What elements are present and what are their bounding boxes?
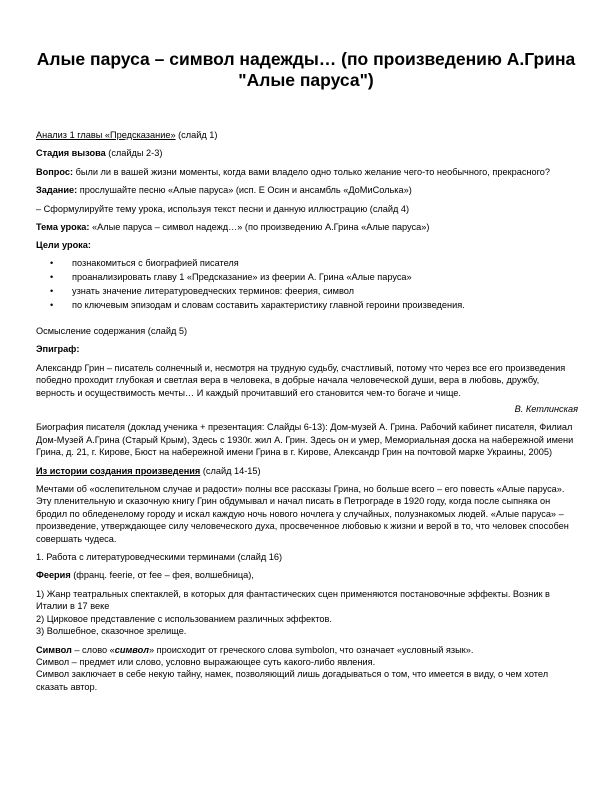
topic-text: «Алые паруса – символ надежд…» (по произведению А.Грина «Алые паруса»): [89, 222, 430, 233]
feeria-definitions: [36, 588, 578, 638]
symbol-line-1: [36, 644, 578, 656]
symbol-block: [36, 644, 578, 694]
epigraph-text: Александр Грин – писатель солнечный и, несмотря на трудную судьбу, счастливый, потому что через все его произведения победно проходит глубокая и светлая вера в человека, в добрые начала человеческой души, вера в любовь, дружбу, верность и осуществимость мечты… И каждый прочитавший его становится чем-то богаче и чище.: [36, 362, 566, 398]
history-slides: (слайд 14-15): [200, 465, 261, 476]
stage-slides: (слайды 2-3): [105, 148, 163, 159]
definition-item: 1) Жанр театральных спектаклей, в которых для фантастических сцен применяются постановочные эффекты. Возник в Италии в 17 веке: [36, 588, 550, 612]
biography-text: Биография писателя (доклад ученика + презентация: Слайды 6-13): Дом-музей А. Грина. Рабочий кабинет писателя, Филиал Дом-Музей А.Грина (Старый Крым), Здесь с 1930г. жил А. Грин. Здесь он и умер, Мемориальная доска на набережной имени Грина, д. 21, г. Кирове, Бюст на набережной имени Грина в г. Кирове, Александр Грин на почтовой марке Украины, 2005): [36, 422, 574, 458]
terms-line: 1. Работа с литературоведческими терминами (слайд 16): [36, 552, 283, 563]
analysis-slide: (слайд 1): [175, 130, 218, 140]
symbol-line-3: Символ заключает в себе некую тайну, намек, позволяющий лишь догадываться о том, что имеется в виду, о чем хотел сказать автор.: [36, 669, 549, 692]
list-item: • проанализировать главу 1 «Предсказание» из феерии А. Грина «Алые паруса»: [36, 271, 578, 283]
symbol-word: символ: [114, 644, 149, 655]
document-body: [36, 129, 578, 693]
history-text: Мечтами об «ослепительном случае и радости» полны все рассказы Грина, но больше всего – его повесть «Алые паруса». Эту пленительную и сказочную книгу Грин обдумывал и начал писать в Петрограде в 1920 году, когда после сыпняка он бродил по обледенелому городу и искал каждую ночь нового ночлега у случайных, полузнакомых людей. «Алые паруса» – произведение, утверждающее силу человеческого духа, просвеченное любовью к жизни и верой в то, что человек способен совершать чудеса.: [36, 484, 569, 544]
list-item: • по ключевым эпизодам и словам составить характеристику главной героини произведения.: [36, 299, 578, 311]
list-item: • узнать значение литературоведческих терминов: феерия, символ: [36, 285, 578, 297]
analysis-link[interactable]: Анализ 1 главы «Предсказание»: [36, 130, 176, 140]
symbol-pre: – слово «: [71, 644, 115, 655]
feeria-label: Феерия: [36, 570, 71, 581]
definition-item: 3) Волшебное, сказочное зрелище.: [36, 626, 187, 637]
epigraph-heading: Эпиграф:: [36, 344, 80, 355]
list-item: • познакомиться с биографией писателя: [36, 257, 578, 269]
history-line: [36, 465, 578, 477]
stage-label: Стадия вызова: [36, 148, 106, 159]
question-line: [36, 166, 578, 178]
question-label: Вопрос:: [36, 166, 74, 177]
task-text: прослушайте песню «Алые паруса» (исп. Е Осин и ансамбль «ДоМиСолька»): [77, 185, 412, 196]
question-text: были ли в вашей жизни моменты, когда вами владело одно только желание чего-то необычного, прекрасного?: [73, 166, 550, 177]
symbol-line-2: Символ – предмет или слово, условно выражающее суть какого-либо явления.: [36, 656, 376, 667]
task-label: Задание:: [36, 185, 78, 196]
goals-heading: Цели урока:: [36, 240, 91, 251]
symbol-label: Символ: [36, 644, 72, 655]
definition-item: 2) Цирковое представление с использованием различных эффектов.: [36, 613, 332, 624]
symbol-post: » происходит от греческого слова symbolon, что означает «условный язык».: [148, 644, 474, 655]
topic-label: Тема урока:: [36, 222, 90, 233]
page-title: Алые паруса – символ надежды… (по произведению А.Грина "Алые паруса"): [36, 49, 576, 90]
topic-line: [36, 221, 578, 233]
formulate-line: – Сформулируйте тему урока, используя текст песни и данную иллюстрацию (слайд 4): [36, 203, 410, 214]
epigraph-author: В. Кетлинская: [514, 404, 578, 414]
analysis-line: [36, 129, 578, 141]
task-line: [36, 184, 578, 196]
history-label: Из истории создания произведения: [36, 465, 201, 476]
comprehension-line: Осмысление содержания (слайд 5): [36, 325, 188, 336]
feeria-line: [36, 569, 578, 581]
stage-line: [36, 147, 578, 159]
feeria-text: (франц. feerie, от fee – фея, волшебница),: [70, 570, 254, 581]
goals-list: [36, 257, 578, 311]
